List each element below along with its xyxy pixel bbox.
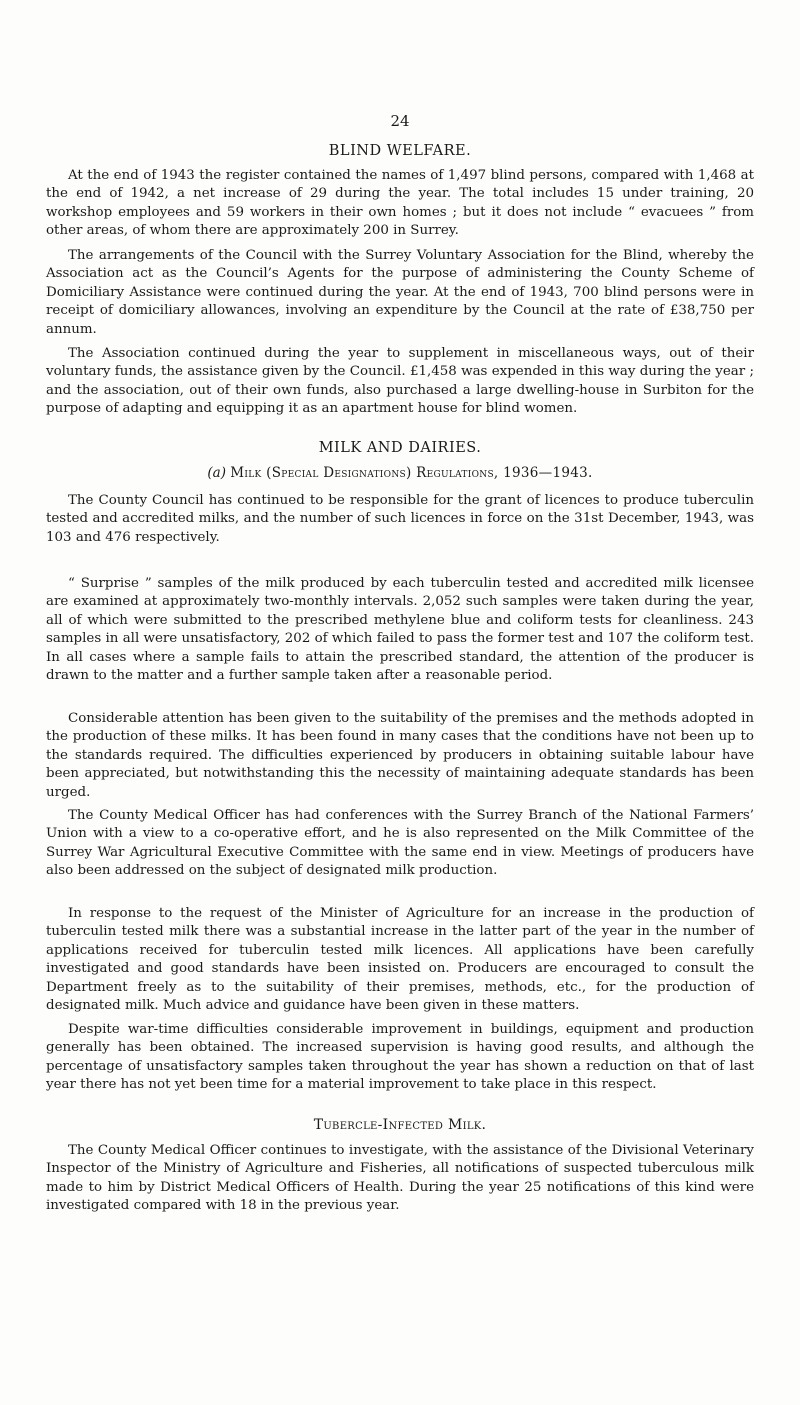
paragraph-milk-4 [46,807,754,881]
subheading-regulations [46,465,754,481]
paragraph-blind-welfare-3 [46,345,754,419]
section-tubercle-infected-milk [46,1117,754,1133]
paragraph: In response to the request of the Minister of Agriculture for an increase in the production of tuberculin tested milk there was a substantial increase in the latter part of the year in the number of applications received for tuberculin tested milk licences. All applications have been carefully investigated and good standards have been insisted on. Producers are encouraged to consult the Department freely as to the suitability of their premises, methods, etc., for the production of designated milk. Much advice and guidance have been given in these matters. [46,906,754,1014]
section-heading-milk-and-dairies: MILK AND DAIRIES. [318,440,482,456]
section-heading-tubercle-infected-milk: Tubercle-Infected Milk. [313,1117,487,1133]
paragraph-milk-1 [46,492,754,547]
paragraph: Considerable attention has been given to the suitability of the premises and the methods adopted in the production of these milks. It has been found in many cases that the conditions have not been up to the standards required. The difficulties experienced by producers in obtaining suitable labour have been appreciated, but notwithstanding this the necessity of maintaining adequate standards has been urged. [46,711,754,800]
paragraph: Despite war-time difficulties considerable improvement in buildings, equipment and production generally has been obtained. The increased supervision is having good results, and although the percentage of unsatisfactory samples taken throughout the year has shown a reduction on that of last year there has not yet been time for a material improvement to take place in this respect. [46,1022,754,1093]
paragraph: At the end of 1943 the register contained the names of 1,497 blind persons, compared with 1,468 at the end of 1942, a net increase of 29 during the year. The total includes 15 under training, 20 workshop employees and 59 workers in their own homes ; but it does not include “ evacuees ” from other areas, of whom there are approximately 200 in Surrey. [46,168,754,239]
paragraph-milk-5 [46,905,754,1015]
page-number: 24 [390,112,410,130]
section-blind-welfare [46,143,754,159]
paragraph: The County Council has continued to be responsible for the grant of licences to produce tuberculin tested and accredited milks, and the number of such licences in force on the 31st December, 1943, was 103 and 476 respectively. [46,493,754,545]
section-milk-and-dairies [46,440,754,456]
subheading-title: Milk (Special Designations) Regulations, 1936—1943. [230,465,593,481]
subheading-prefix: (a) [207,465,226,481]
paragraph: The County Medical Officer continues to investigate, with the assistance of the Divisional Veterinary Inspector of the Ministry of Agriculture and Fisheries, all notifications of suspected tuberculous milk made to him by District Medical Officers of Health. During the year 25 notifications of this kind were investigated compared with 18 in the previous year. [46,1143,754,1214]
paragraph-blind-welfare-1 [46,167,754,241]
paragraph: The County Medical Officer has had conferences with the Surrey Branch of the National Farmers’ Union with a view to a co-operative effort, and he is also represented on the Milk Committee of the Surrey War Agricultural Executive Committee with the same end in view. Meetings of producers have also been addressed on the subject of designated milk production. [46,808,754,879]
paragraph-tubercle-1 [46,1142,754,1216]
paragraph-milk-3 [46,710,754,802]
paragraph-blind-welfare-2 [46,247,754,339]
section-heading-blind-welfare: BLIND WELFARE. [328,143,472,159]
subsection-heading [46,465,754,481]
paragraph: The Association continued during the year to supplement in miscellaneous ways, out of their voluntary funds, the assistance given by the Council. £1,458 was expended in this way during the year ; and the association, out of their own funds, also purchased a large dwelling-house in Surbiton for the purpose of adapting and equipping it as an apartment house for blind women. [46,346,754,417]
paragraph-milk-6 [46,1021,754,1095]
paragraph: “ Surprise ” samples of the milk produced by each tuberculin tested and accredited milk licensee are examined at approximately two-monthly intervals. 2,052 such samples were taken during the year, all of which were submitted to the prescribed methylene blue and coliform tests for cleanliness. 243 samples in all were unsatisfactory, 202 of which failed to pass the former test and 107 the coliform test. In all cases where a sample fails to attain the prescribed standard, the attention of the producer is drawn to the matter and a further sample taken after a reasonable period. [46,576,754,684]
paragraph-milk-2 [46,575,754,685]
paragraph: The arrangements of the Council with the Surrey Voluntary Association for the Blind, whereby the Association act as the Council’s Agents for the purpose of administering the County Scheme of Domiciliary Assistance were continued during the year. At the end of 1943, 700 blind persons were in receipt of domiciliary allowances, involving an expenditure by the Council at the rate of £38,750 per annum. [46,248,754,337]
